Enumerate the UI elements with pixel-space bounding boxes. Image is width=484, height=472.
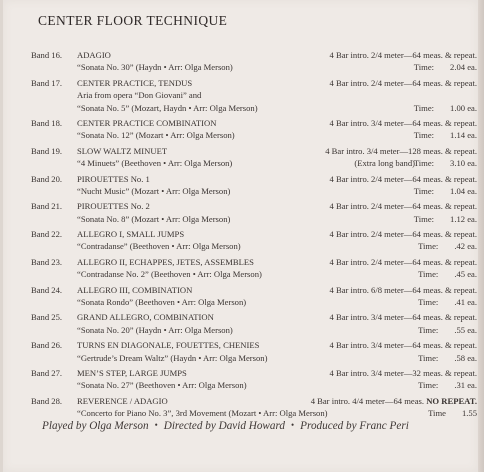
band-sub-line [31, 240, 477, 252]
band-time-label: Time [428, 408, 446, 419]
band-subtitle: “Sonata No. 8” (Mozart • Arr: Olga Merson) [77, 213, 231, 224]
band-entry [31, 256, 477, 281]
band-number: Band 21. [31, 201, 63, 212]
band-time [418, 296, 477, 308]
band-time-label: Time: [418, 241, 439, 252]
band-title: REVERENCE / ADAGIO [77, 395, 168, 406]
band-header-line [31, 367, 477, 379]
band-header-line [31, 173, 477, 185]
band-header-line [31, 77, 477, 89]
band-header-line [31, 256, 477, 268]
band-intro [330, 367, 477, 379]
band-subtitle: “Gertrude’s Dream Waltz” (Haydn • Arr: Olga Merson) [77, 352, 268, 363]
band-intro [325, 145, 477, 157]
band-header-line [31, 395, 477, 407]
band-header-line [31, 117, 477, 129]
band-number: Band 16. [31, 50, 63, 60]
band-time-value: 2.04 ea. [450, 62, 477, 73]
band-sub-line [31, 268, 477, 280]
band-entry [31, 339, 477, 364]
band-intro [330, 311, 477, 323]
band-time [414, 102, 477, 114]
band-title: SLOW WALTZ MINUET [77, 145, 168, 156]
band-header-line [31, 311, 477, 323]
band-number: Band 27. [31, 367, 63, 378]
band-entry [31, 200, 477, 225]
band-intro [330, 256, 477, 268]
band-subtitle: “Sonata No. 12” (Mozart • Arr: Olga Merson) [77, 130, 235, 141]
band-time-label: Time: [418, 352, 439, 363]
band-intro-text: 4 Bar intro. 3/4 meter—128 meas. & repeat. [325, 145, 477, 156]
band-intro-text: 4 Bar intro. 4/4 meter—64 meas. [310, 395, 425, 406]
band-subtitle: “Sonata No. 27” (Beethoven • Arr: Olga Merson) [77, 380, 247, 391]
band-time-value: .31 ea. [454, 380, 477, 391]
band-time [428, 407, 477, 419]
band-time-value: 1.14 ea. [450, 130, 477, 141]
band-number: Band 22. [31, 229, 63, 240]
band-intro-text: 4 Bar intro. 3/4 meter—64 meas. & repeat. [329, 312, 477, 323]
band-time-label: Time: [413, 185, 435, 196]
band-subtitle: Aria from opera “Don Giovani” and [77, 90, 202, 101]
band-number: Band 23. [31, 256, 63, 267]
band-title: CENTER PRACTICE COMBINATION [77, 117, 217, 128]
band-time [418, 240, 477, 252]
band-sub-line [31, 61, 477, 73]
band-intro-text: 4 Bar intro. 3/4 meter—32 meas. & repeat. [329, 367, 477, 378]
band-sub-line [31, 379, 477, 391]
band-time [414, 213, 477, 225]
band-entry [31, 145, 477, 170]
band-intro [330, 228, 477, 240]
credit-directed-by: Directed by David Howard [163, 420, 286, 432]
band-intro-text: 4 Bar intro. 2/4 meter—64 meas. & repeat. [329, 50, 477, 60]
band-entry [31, 367, 477, 392]
credit-played-by: Played by Olga Merson [42, 420, 149, 432]
band-time [414, 157, 477, 169]
band-intro [330, 339, 477, 351]
band-time-value: .58 ea. [454, 352, 477, 363]
band-intro [311, 395, 477, 407]
band-subtitle: “Sonata No. 30” (Haydn • Arr: Olga Merson) [77, 62, 233, 73]
band-sub-line [31, 352, 477, 364]
band-time-value: 1.00 ea. [450, 102, 477, 113]
band-intro [330, 77, 477, 89]
band-subtitle: “Contradanse” (Beethoven • Arr: Olga Merson) [77, 241, 241, 252]
band-entry [31, 117, 477, 142]
band-time-value: .41 ea. [454, 297, 477, 308]
band-time [414, 129, 477, 141]
band-time-label: Time: [418, 380, 439, 391]
band-list [31, 49, 477, 423]
band-entry [31, 311, 477, 336]
band-title: ALLEGRO I, SMALL JUMPS [77, 229, 185, 240]
band-subtitle: “Sonata No. 20” (Haydn • Arr: Olga Merson) [77, 324, 233, 335]
band-subtitle: “Sonata Rondo” (Beethoven • Arr: Olga Merson) [77, 297, 247, 308]
band-sub-line [31, 129, 477, 141]
band-entry [31, 173, 477, 198]
band-intro-text: 4 Bar intro. 6/8 meter—64 meas. & repeat. [329, 284, 477, 295]
band-header-line [31, 339, 477, 351]
credit-separator: • [154, 420, 158, 430]
band-time-label: Time: [413, 102, 435, 113]
band-number: Band 18. [31, 117, 63, 128]
band-header-line [31, 284, 477, 296]
band-time [418, 352, 477, 364]
band-entry [31, 284, 477, 309]
page-right-edge [478, 0, 484, 472]
band-extra-note: (Extra long band) [354, 158, 415, 169]
band-subtitle: “Concerto for Piano No. 3”, 3rd Movement (Mozart • Arr: Olga Merson) [77, 408, 328, 419]
band-number: Band 19. [31, 145, 63, 156]
band-sub-line [31, 407, 477, 419]
band-header-line [31, 228, 477, 240]
band-intro [330, 173, 477, 185]
band-intro [330, 117, 477, 129]
band-title: ALLEGRO III, COMBINATION [77, 284, 193, 295]
band-entry [31, 49, 477, 74]
page-title: CENTER FLOOR TECHNIQUE [38, 13, 228, 28]
band-intro [330, 200, 477, 212]
band-number: Band 28. [31, 395, 63, 406]
band-subtitle: “Sonata No. 5” (Mozart, Haydn • Arr: Olga Merson) [77, 102, 258, 113]
band-intro [330, 284, 477, 296]
band-time-label: Time: [418, 324, 439, 335]
credit-produced-by: Produced by Franc Peri [300, 420, 409, 432]
band-time [418, 324, 477, 336]
band-time-value: .45 ea. [454, 269, 477, 280]
band-entry [31, 395, 477, 420]
band-subtitle: “Nucht Music” (Mozart • Arr: Olga Merson) [77, 185, 231, 196]
band-time-value: 1.04 ea. [450, 185, 477, 196]
band-title: CENTER PRACTICE, TENDUS [77, 77, 193, 88]
band-number: Band 26. [31, 340, 63, 351]
band-title: ALLEGRO II, ECHAPPES, JETES, ASSEMBLES [77, 256, 254, 267]
band-subtitle: “4 Minuets” (Beethoven • Arr: Olga Merson) [77, 158, 233, 169]
band-title: TURNS EN DIAGONALE, FOUETTES, CHENIES [77, 340, 260, 351]
band-sub-line [31, 102, 477, 114]
band-intro-text: 4 Bar intro. 2/4 meter—64 meas. & repeat. [329, 229, 477, 240]
band-sub-line [31, 296, 477, 308]
credit-separator: • [291, 420, 295, 430]
band-time-value: 3.10 ea. [450, 158, 477, 169]
band-time [414, 61, 477, 73]
band-title: MEN’S STEP, LARGE JUMPS [77, 367, 187, 378]
band-sub-line [31, 157, 477, 169]
band-intro-emphasis: NO REPEAT. [426, 395, 477, 406]
band-header-line [31, 145, 477, 157]
band-time-value: .55 ea. [454, 324, 477, 335]
band-number: Band 17. [31, 77, 63, 88]
band-intro-text: 4 Bar intro. 2/4 meter—64 meas. & repeat. [329, 201, 477, 212]
band-header-line [31, 200, 477, 212]
band-sub-line [31, 213, 477, 225]
band-header-line [31, 49, 477, 61]
band-time [418, 379, 477, 391]
band-number: Band 20. [31, 173, 63, 184]
band-number: Band 25. [31, 312, 63, 323]
band-entry [31, 77, 477, 114]
band-time-label: Time: [418, 269, 439, 280]
band-intro-text: 4 Bar intro. 3/4 meter—64 meas. & repeat. [329, 117, 477, 128]
band-number: Band 24. [31, 284, 63, 295]
band-time-value: .42 ea. [454, 241, 477, 252]
band-intro-text: 4 Bar intro. 2/4 meter—64 meas. & repeat. [329, 173, 477, 184]
band-entry [31, 228, 477, 253]
band-time-label: Time: [413, 62, 435, 73]
band-title: PIROUETTES No. 2 [77, 201, 150, 212]
band-title: GRAND ALLEGRO, COMBINATION [77, 312, 214, 323]
band-time-value: 1.55 [461, 408, 477, 419]
band-sub-line [31, 185, 477, 197]
band-title: PIROUETTES No. 1 [77, 173, 150, 184]
band-sub-line [31, 324, 477, 336]
band-time-label: Time: [413, 130, 435, 141]
credits-line [42, 420, 409, 432]
band-time-label: Time: [413, 158, 435, 169]
band-time-label: Time: [413, 213, 435, 224]
band-sub-line [31, 89, 477, 101]
band-time-value: 1.12 ea. [450, 213, 477, 224]
band-time [418, 268, 477, 280]
band-subtitle: “Contradanse No. 2” (Beethoven • Arr: Olga Merson) [77, 269, 262, 280]
band-title: ADAGIO [77, 50, 111, 60]
band-time [414, 185, 477, 197]
band-intro [330, 49, 477, 61]
band-intro-text: 4 Bar intro. 2/4 meter—64 meas. & repeat. [329, 77, 477, 88]
booklet-page [3, 0, 478, 472]
band-intro-text: 4 Bar intro. 2/4 meter—64 meas. & repeat. [329, 256, 477, 267]
band-time-label: Time: [418, 297, 439, 308]
band-intro-text: 4 Bar intro. 3/4 meter—64 meas. & repeat. [329, 340, 477, 351]
